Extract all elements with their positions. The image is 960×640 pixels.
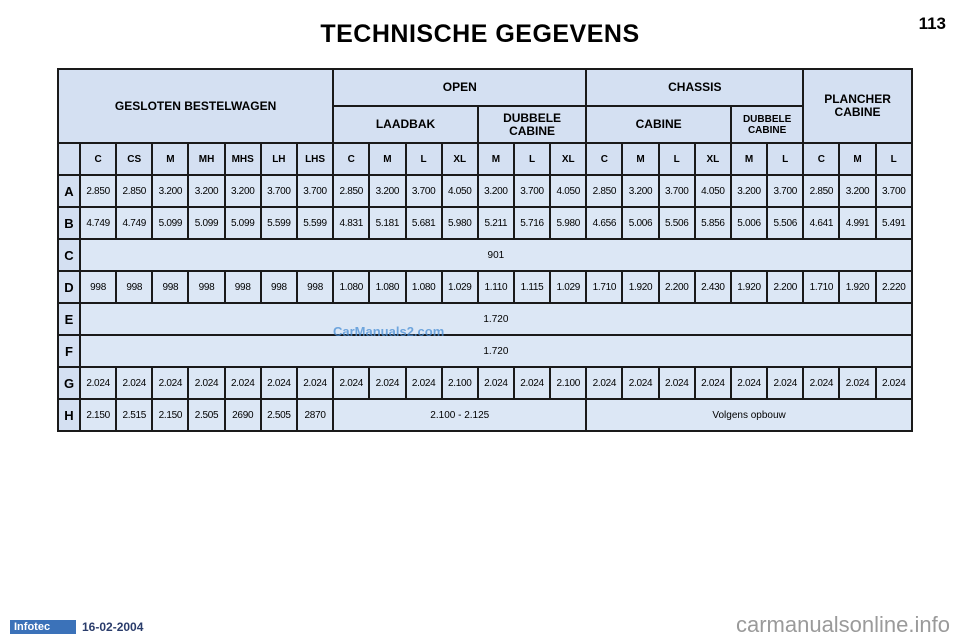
table-cell: 4.050 <box>442 175 478 207</box>
table-cell: 4.050 <box>695 175 731 207</box>
table-row-f <box>58 335 912 367</box>
table-row-c <box>58 239 912 271</box>
table-cell: 5.506 <box>659 207 695 239</box>
table-row-e <box>58 303 912 335</box>
header-gesloten-bestelwagen: GESLOTEN BESTELWAGEN <box>58 69 333 143</box>
table-cell: 2.850 <box>586 175 622 207</box>
header-cabine: CABINE <box>586 106 731 143</box>
header-chassis: CHASSIS <box>586 69 803 106</box>
table-cell: 5.099 <box>152 207 188 239</box>
table-cell: 2.024 <box>876 367 912 399</box>
table-cell: 2.515 <box>116 399 152 431</box>
col-header: XL <box>695 143 731 175</box>
row-label: B <box>58 207 80 239</box>
table-row-b <box>58 207 912 239</box>
table-cell: 2.024 <box>406 367 442 399</box>
table-cell: 3.700 <box>767 175 803 207</box>
col-header: C <box>80 143 116 175</box>
col-header: M <box>839 143 875 175</box>
table-cell: 4.641 <box>803 207 839 239</box>
table-cell: 3.700 <box>659 175 695 207</box>
table-cell: 5.491 <box>876 207 912 239</box>
table-cell: 998 <box>188 271 224 303</box>
table-row-a <box>58 175 912 207</box>
table-row-h <box>58 399 912 431</box>
col-header: C <box>803 143 839 175</box>
col-header: XL <box>442 143 478 175</box>
table-cell: 998 <box>80 271 116 303</box>
table-cell: 2.024 <box>514 367 550 399</box>
table-cell: 2.024 <box>261 367 297 399</box>
table-cell: 4.991 <box>839 207 875 239</box>
header-open: OPEN <box>333 69 586 106</box>
table-cell-open-span: 2.100 - 2.125 <box>333 399 586 431</box>
table-cell: 1.710 <box>586 271 622 303</box>
table-cell: 5.980 <box>550 207 586 239</box>
table-cell: 1.080 <box>333 271 369 303</box>
col-header: LHS <box>297 143 333 175</box>
table-cell: 5.211 <box>478 207 514 239</box>
spec-table <box>57 68 913 432</box>
col-header: L <box>876 143 912 175</box>
table-cell: 2.024 <box>622 367 658 399</box>
table-cell: 2.024 <box>839 367 875 399</box>
table-cell: 2.150 <box>152 399 188 431</box>
table-cell-span: 901 <box>80 239 912 271</box>
row-label: G <box>58 367 80 399</box>
table-cell: 2.200 <box>767 271 803 303</box>
table-cell: 2.024 <box>731 367 767 399</box>
table-cell: 3.200 <box>478 175 514 207</box>
table-cell: 2.024 <box>478 367 514 399</box>
table-cell: 3.700 <box>297 175 333 207</box>
table-cell-span: 1.720 <box>80 303 912 335</box>
footer-date: 16-02-2004 <box>82 620 144 634</box>
table-cell: 2.024 <box>586 367 622 399</box>
table-cell: 5.980 <box>442 207 478 239</box>
table-cell: 3.200 <box>731 175 767 207</box>
table-cell: 4.050 <box>550 175 586 207</box>
table-cell: 1.029 <box>442 271 478 303</box>
corner-cell <box>58 143 80 175</box>
table-cell: 2.024 <box>369 367 405 399</box>
table-cell: 2.150 <box>80 399 116 431</box>
col-header: L <box>767 143 803 175</box>
col-header: M <box>369 143 405 175</box>
table-cell: 2.100 <box>442 367 478 399</box>
table-cell: 3.200 <box>225 175 261 207</box>
table-cell: 2870 <box>297 399 333 431</box>
col-header: L <box>659 143 695 175</box>
table-cell: 5.856 <box>695 207 731 239</box>
table-cell: 1.115 <box>514 271 550 303</box>
table-cell-chassis-span: Volgens opbouw <box>586 399 911 431</box>
table-cell: 5.006 <box>622 207 658 239</box>
table-cell: 1.920 <box>731 271 767 303</box>
table-cell: 2.850 <box>80 175 116 207</box>
table-cell: 3.200 <box>622 175 658 207</box>
table-cell: 2.024 <box>695 367 731 399</box>
table-cell: 5.599 <box>297 207 333 239</box>
table-cell: 2.850 <box>333 175 369 207</box>
table-cell: 3.700 <box>406 175 442 207</box>
table-cell: 4.831 <box>333 207 369 239</box>
header-plancher-cabine: PLANCHER CABINE <box>803 69 912 143</box>
table-cell: 2.024 <box>297 367 333 399</box>
table-cell: 5.716 <box>514 207 550 239</box>
table-cell: 5.599 <box>261 207 297 239</box>
col-header: M <box>622 143 658 175</box>
table-cell: 1.080 <box>406 271 442 303</box>
col-header: L <box>514 143 550 175</box>
infotec-logo: Infotec <box>10 620 76 634</box>
table-cell: 4.749 <box>116 207 152 239</box>
table-cell: 2.024 <box>188 367 224 399</box>
row-label: E <box>58 303 80 335</box>
header-dubbele-cabine-open: DUBBELE CABINE <box>478 106 587 143</box>
page-title: TECHNISCHE GEGEVENS <box>320 20 640 48</box>
table-cell: 5.681 <box>406 207 442 239</box>
table-cell: 2.024 <box>116 367 152 399</box>
table-row-d <box>58 271 912 303</box>
table-cell: 2.024 <box>80 367 116 399</box>
table-cell: 1.710 <box>803 271 839 303</box>
col-header: LH <box>261 143 297 175</box>
page-number: 113 <box>918 14 946 33</box>
table-cell: 3.200 <box>839 175 875 207</box>
table-cell: 2.024 <box>767 367 803 399</box>
row-label: H <box>58 399 80 431</box>
col-header: L <box>406 143 442 175</box>
table-cell: 3.700 <box>514 175 550 207</box>
table-cell: 2.024 <box>803 367 839 399</box>
table-cell: 1.920 <box>622 271 658 303</box>
footer-site-watermark: carmanualsonline.info <box>735 612 950 637</box>
table-cell: 4.749 <box>80 207 116 239</box>
column-header-row <box>58 143 912 175</box>
table-cell: 998 <box>152 271 188 303</box>
table-cell: 998 <box>261 271 297 303</box>
table-cell: 3.700 <box>876 175 912 207</box>
table-cell: 2.850 <box>803 175 839 207</box>
col-header: M <box>731 143 767 175</box>
table-cell: 2.505 <box>188 399 224 431</box>
col-header: MH <box>188 143 224 175</box>
table-cell: 3.200 <box>152 175 188 207</box>
table-cell: 2.100 <box>550 367 586 399</box>
table-cell: 2.024 <box>333 367 369 399</box>
table-cell: 3.200 <box>188 175 224 207</box>
table-row-g <box>58 367 912 399</box>
col-header: MHS <box>225 143 261 175</box>
table-cell: 3.200 <box>369 175 405 207</box>
table-cell-span: 1.720 <box>80 335 912 367</box>
table-cell: 998 <box>297 271 333 303</box>
col-header: XL <box>550 143 586 175</box>
table-cell: 5.181 <box>369 207 405 239</box>
table-cell: 5.099 <box>225 207 261 239</box>
table-cell: 1.029 <box>550 271 586 303</box>
table-cell: 4.656 <box>586 207 622 239</box>
col-header: C <box>586 143 622 175</box>
table-cell: 998 <box>225 271 261 303</box>
row-label: F <box>58 335 80 367</box>
table-cell: 3.700 <box>261 175 297 207</box>
table-cell: 2.200 <box>659 271 695 303</box>
table-cell: 2.024 <box>659 367 695 399</box>
row-label: C <box>58 239 80 271</box>
table-cell: 2.850 <box>116 175 152 207</box>
table-cell: 1.110 <box>478 271 514 303</box>
table-cell: 5.506 <box>767 207 803 239</box>
header-laadbak: LAADBAK <box>333 106 478 143</box>
table-cell: 998 <box>116 271 152 303</box>
row-label: A <box>58 175 80 207</box>
table-cell: 2.430 <box>695 271 731 303</box>
row-label: D <box>58 271 80 303</box>
table-cell: 2.505 <box>261 399 297 431</box>
table-cell: 2690 <box>225 399 261 431</box>
table-cell: 5.006 <box>731 207 767 239</box>
watermark: CarManuals2.com <box>333 324 445 339</box>
table-cell: 2.024 <box>152 367 188 399</box>
col-header: CS <box>116 143 152 175</box>
table-cell: 2.024 <box>225 367 261 399</box>
table-cell: 2.220 <box>876 271 912 303</box>
header-dubbele-cabine-chassis: DUBBELE CABINE <box>731 106 803 143</box>
col-header: M <box>152 143 188 175</box>
table-cell: 5.099 <box>188 207 224 239</box>
table-cell: 1.920 <box>839 271 875 303</box>
col-header: M <box>478 143 514 175</box>
table-cell: 1.080 <box>369 271 405 303</box>
col-header: C <box>333 143 369 175</box>
